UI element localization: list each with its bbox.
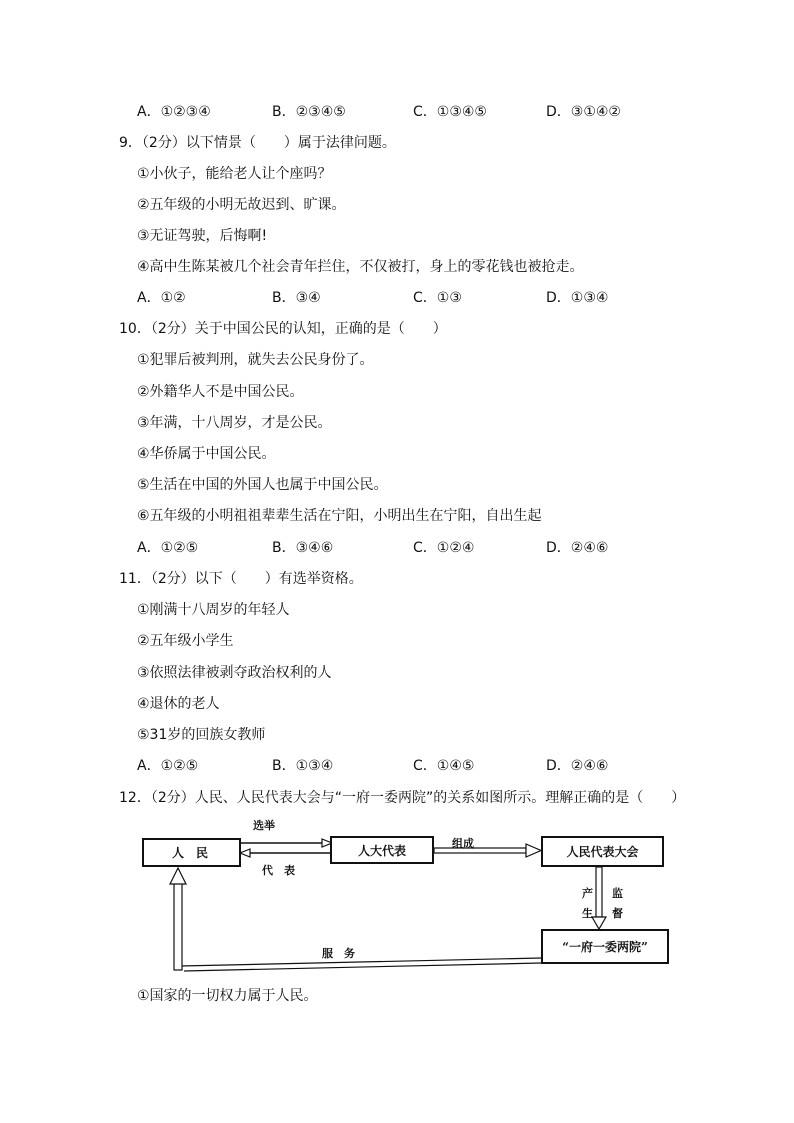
q11-item-3: ③依照法律被剥夺政治权利的人 xyxy=(137,665,332,681)
q10-option-a: A．①②⑤ xyxy=(137,540,199,556)
arrow-elect xyxy=(241,839,332,847)
label-elect: 选举 xyxy=(253,819,275,832)
q11-item-4: ④退休的老人 xyxy=(137,696,220,712)
q11-item-2: ②五年级小学生 xyxy=(137,633,234,649)
q11-item-5: ⑤31岁的回族女教师 xyxy=(137,727,266,743)
arrow-serve xyxy=(170,868,541,971)
q9-option-a: A．①② xyxy=(137,290,186,306)
q8-option-d: D．③①④② xyxy=(546,104,621,120)
box-government: “一府一委两院” xyxy=(541,929,669,964)
q9-item-4: ④高中生陈某被几个社会青年拦住，不仅被打，身上的零花钱也被抢走。 xyxy=(137,259,584,275)
arrow-produce-supervise xyxy=(592,867,606,929)
q11-option-c: C．①④⑤ xyxy=(413,758,475,774)
q10-stem: 10．（2分）关于中国公民的认知，正确的是（ ） xyxy=(119,321,447,337)
q12-stem: 12．（2分）人民、人民代表大会与“一府一委两院”的关系如图所示。理解正确的是（ ） xyxy=(119,790,686,806)
label-produce: 产 生 xyxy=(582,887,593,920)
q9-option-d: D．①③④ xyxy=(546,290,609,306)
q10-item-4: ④华侨属于中国公民。 xyxy=(137,446,276,462)
q11-item-1: ①刚满十八周岁的年轻人 xyxy=(137,602,290,618)
q10-option-c: C．①②④ xyxy=(413,540,475,556)
label-represent: 代 表 xyxy=(262,864,295,877)
q9-item-2: ②五年级的小明无故迟到、旷课。 xyxy=(137,197,346,213)
q11-option-a: A．①②⑤ xyxy=(137,758,199,774)
box-people: 人 民 xyxy=(142,838,241,867)
q10-item-2: ②外籍华人不是中国公民。 xyxy=(137,384,304,400)
box-deputies: 人大代表 xyxy=(330,836,434,864)
q10-item-1: ①犯罪后被判刑，就失去公民身份了。 xyxy=(137,352,374,368)
q9-option-c: C．①③ xyxy=(413,290,462,306)
arrow-represent xyxy=(240,849,330,857)
q10-option-b: B．③④⑥ xyxy=(272,540,334,556)
q11-option-b: B．①③④ xyxy=(272,758,334,774)
q9-item-3: ③无证驾驶，后悔啊! xyxy=(137,228,268,244)
label-supervise: 监 督 xyxy=(612,887,623,920)
q8-option-b: B．②③④⑤ xyxy=(272,104,346,120)
q9-option-b: B．③④ xyxy=(272,290,321,306)
box-congress: 人民代表大会 xyxy=(541,836,664,867)
q12-item-1: ①国家的一切权力属于人民。 xyxy=(137,988,318,1004)
q9-stem: 9．（2分）以下情景（ ）属于法律问题。 xyxy=(119,135,396,151)
q11-option-d: D．②④⑥ xyxy=(546,758,609,774)
q8-option-a: A．①②③④ xyxy=(137,104,211,120)
label-compose: 组成 xyxy=(452,837,474,850)
q10-item-5: ⑤生活在中国的外国人也属于中国公民。 xyxy=(137,477,388,493)
arrow-compose xyxy=(434,844,541,857)
q10-option-d: D．②④⑥ xyxy=(546,540,609,556)
q9-item-1: ①小伙子，能给老人让个座吗？ xyxy=(137,166,332,182)
label-serve: 服 务 xyxy=(322,947,355,960)
q11-stem: 11．（2分）以下（ ）有选举资格。 xyxy=(119,571,363,587)
q10-item-6: ⑥五年级的小明祖祖辈辈生活在宁阳，小明出生在宁阳，自出生起 xyxy=(137,508,542,524)
q10-item-3: ③年满，十八周岁，才是公民。 xyxy=(137,415,332,431)
q8-option-c: C．①③④⑤ xyxy=(413,104,487,120)
